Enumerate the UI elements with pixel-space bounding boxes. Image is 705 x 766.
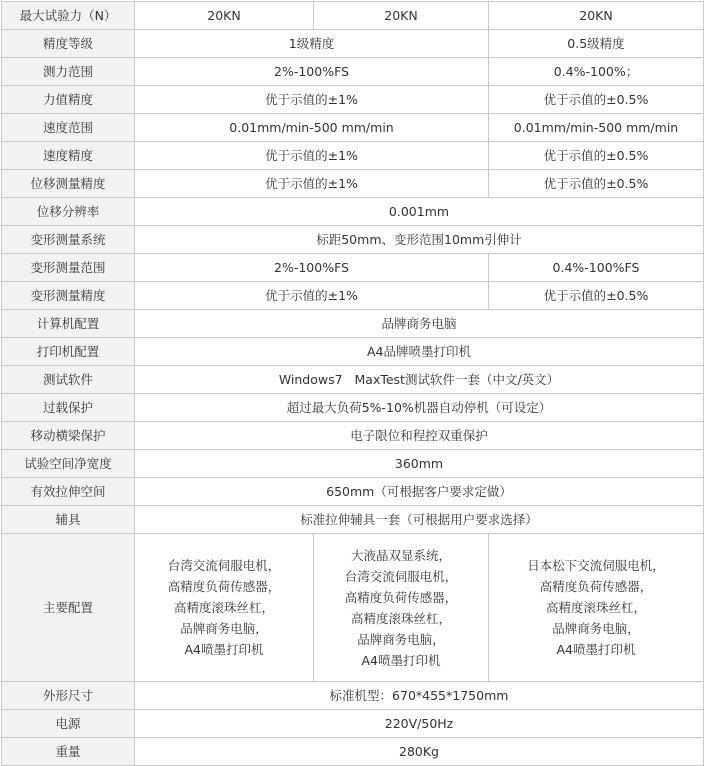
row-label: 力值精度: [2, 86, 135, 114]
row-label: 辅具: [2, 506, 135, 534]
config-line: 品牌商务电脑，: [552, 621, 640, 636]
row-label: 最大试验力（N）: [2, 2, 135, 30]
table-row: [2, 282, 704, 310]
row-value: 650mm（可根据客户要求定做）: [135, 478, 704, 506]
table-row: [2, 738, 704, 766]
row-label: 过载保护: [2, 394, 135, 422]
config-line: 台湾交流伺服电机，: [167, 558, 281, 573]
config-line: 台湾交流伺服电机，: [344, 568, 458, 584]
row-label: 重量: [2, 738, 135, 766]
row-label: 测试软件: [2, 366, 135, 394]
table-row: [2, 450, 704, 478]
table-row: [2, 366, 704, 394]
table-row: [2, 30, 704, 58]
table-row: [2, 394, 704, 422]
row-value: 280Kg: [135, 738, 704, 766]
row-value: 标准机型：670*455*1750mm: [135, 682, 704, 710]
row-value: 优于示值的±1%: [135, 86, 489, 114]
row-value: 标准拉伸辅具一套（可根据用户要求选择）: [135, 506, 704, 534]
row-value: 2%-100%FS: [135, 254, 489, 282]
row-label: 外形尺寸: [2, 682, 135, 710]
row-value: 优于示值的±0.5%: [489, 170, 704, 198]
table-row: [2, 254, 704, 282]
row-label: 位移测量精度: [2, 170, 135, 198]
table-row: [2, 310, 704, 338]
row-value: 优于示值的±0.5%: [489, 86, 704, 114]
row-value: 超过最大负荷5%-10%机器自动停机（可设定）: [135, 394, 704, 422]
table-row: [2, 170, 704, 198]
row-label: 移动横梁保护: [2, 422, 135, 450]
row-label: 精度等级: [2, 30, 135, 58]
row-label: 位移分辨率: [2, 198, 135, 226]
row-label: 电源: [2, 710, 135, 738]
config-line: 大液晶双显系统，: [350, 547, 451, 563]
table-row: [2, 114, 704, 142]
row-value: 1级精度: [135, 30, 489, 58]
row-label: 变形测量系统: [2, 226, 135, 254]
row-label: 打印机配置: [2, 338, 135, 366]
row-value: 20KN: [489, 2, 704, 30]
row-label: 变形测量精度: [2, 282, 135, 310]
row-value: 优于示值的±1%: [135, 142, 489, 170]
config-line: 高精度滚珠丝杠，: [350, 610, 451, 626]
config-line: 高精度滚珠丝杠，: [173, 600, 274, 615]
config-line: 品牌商务电脑，: [357, 631, 445, 647]
table-row: [2, 422, 704, 450]
table-row: [2, 198, 704, 226]
row-value: 标距50mm、变形范围10mm引伸计: [135, 226, 704, 254]
table-row: [2, 710, 704, 738]
row-value: 优于示值的±0.5%: [489, 142, 704, 170]
row-value: 0.01mm/min-500 mm/min: [489, 114, 704, 142]
config-line: A4喷墨打印机: [556, 642, 636, 657]
row-label: 有效拉伸空间: [2, 478, 135, 506]
row-label: 测力范围: [2, 58, 135, 86]
config-line: 品牌商务电脑，: [180, 621, 268, 636]
config-line: A4喷墨打印机: [361, 652, 441, 668]
row-label: 计算机配置: [2, 310, 135, 338]
table-row: [2, 478, 704, 506]
row-value: 0.001mm: [135, 198, 704, 226]
config-column-1: [135, 534, 314, 682]
row-value: 电子限位和程控双重保护: [135, 422, 704, 450]
row-label: 速度范围: [2, 114, 135, 142]
row-value: 0.5级精度: [489, 30, 704, 58]
config-column-3: [489, 534, 704, 682]
config-line: 日本松下交流伺服电机，: [527, 558, 665, 573]
config-line: A4喷墨打印机: [184, 642, 264, 657]
row-value: 品牌商务电脑: [135, 310, 704, 338]
config-line: 高精度负荷传感器，: [167, 579, 281, 594]
row-value: 360mm: [135, 450, 704, 478]
row-label: 主要配置: [2, 534, 135, 682]
row-value: 2%-100%FS: [135, 58, 489, 86]
table-row: [2, 142, 704, 170]
row-value: 20KN: [314, 2, 489, 30]
row-value: Windows7 MaxTest测试软件一套（中文/英文）: [135, 366, 704, 394]
row-value: 20KN: [135, 2, 314, 30]
row-value: 0.4%-100%；: [489, 58, 704, 86]
table-row: [2, 682, 704, 710]
row-label: 变形测量范围: [2, 254, 135, 282]
table-row: [2, 86, 704, 114]
row-value: 优于示值的±0.5%: [489, 282, 704, 310]
config-line: 高精度负荷传感器，: [344, 589, 458, 605]
table-row: [2, 506, 704, 534]
row-value: 0.01mm/min-500 mm/min: [135, 114, 489, 142]
table-row: [2, 58, 704, 86]
table-row: [2, 226, 704, 254]
row-value: A4品牌喷墨打印机: [135, 338, 704, 366]
row-value: 0.4%-100%FS: [489, 254, 704, 282]
row-label: 试验空间净宽度: [2, 450, 135, 478]
config-column-2: [314, 534, 489, 682]
main-config-row: [2, 534, 704, 682]
row-label: 速度精度: [2, 142, 135, 170]
row-value: 优于示值的±1%: [135, 282, 489, 310]
config-line: 高精度滚珠丝杠，: [545, 600, 646, 615]
table-row: [2, 2, 704, 30]
table-row: [2, 338, 704, 366]
spec-table: [1, 1, 704, 766]
row-value: 优于示值的±1%: [135, 170, 489, 198]
config-line: 高精度负荷传感器，: [539, 579, 653, 594]
row-value: 220V/50Hz: [135, 710, 704, 738]
